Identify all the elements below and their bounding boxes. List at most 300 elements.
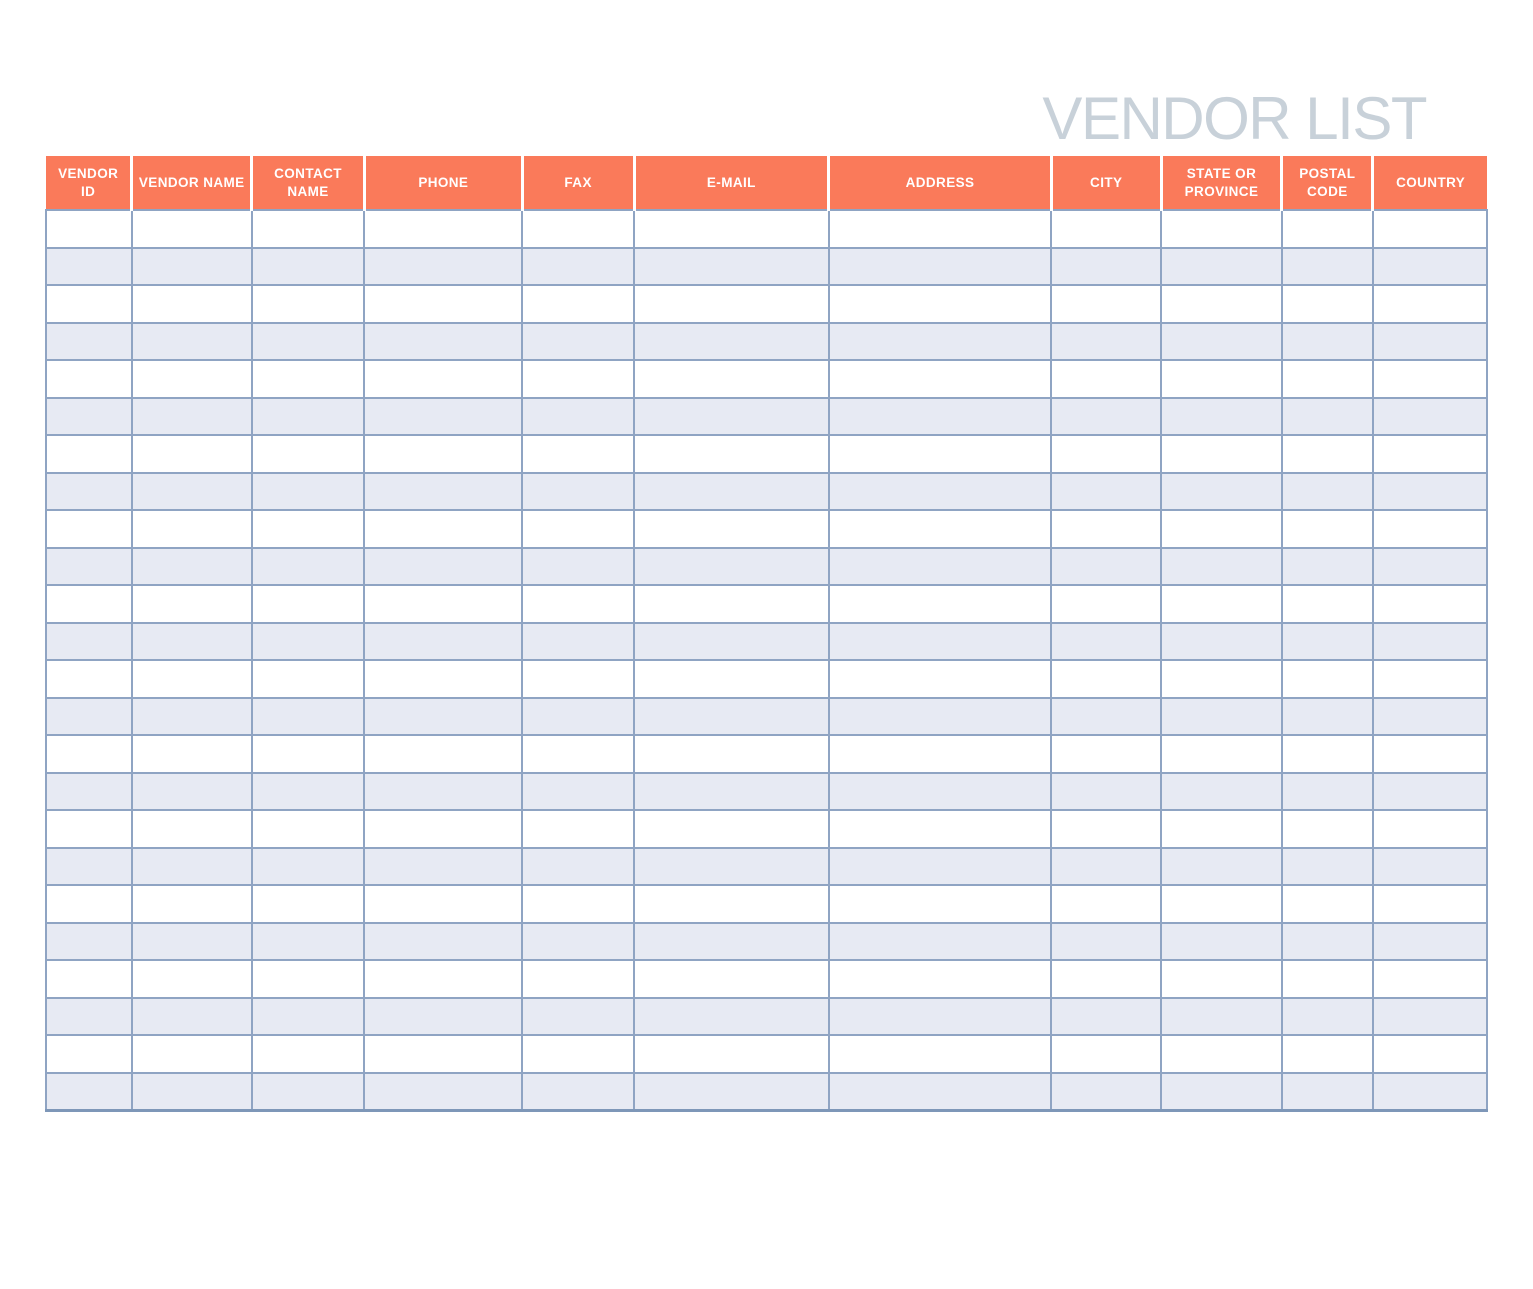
cell-country[interactable] <box>1373 248 1487 286</box>
cell-e-mail[interactable] <box>634 435 829 473</box>
cell-e-mail[interactable] <box>634 1073 829 1111</box>
cell-vendor-id[interactable] <box>46 698 132 736</box>
cell-postal-code[interactable] <box>1282 323 1373 361</box>
cell-vendor-name[interactable] <box>132 1073 252 1111</box>
cell-address[interactable] <box>829 210 1052 248</box>
cell-country[interactable] <box>1373 360 1487 398</box>
cell-phone[interactable] <box>364 735 522 773</box>
cell-phone[interactable] <box>364 510 522 548</box>
cell-city[interactable] <box>1051 923 1161 961</box>
cell-contact-name[interactable] <box>252 1035 365 1073</box>
cell-country[interactable] <box>1373 848 1487 886</box>
cell-vendor-name[interactable] <box>132 210 252 248</box>
column-header-e-mail: E-MAIL <box>634 156 829 210</box>
cell-address[interactable] <box>829 735 1052 773</box>
cell-contact-name[interactable] <box>252 698 365 736</box>
column-header-country: COUNTRY <box>1373 156 1487 210</box>
cell-country[interactable] <box>1373 210 1487 248</box>
cell-fax[interactable] <box>522 810 634 848</box>
cell-city[interactable] <box>1051 323 1161 361</box>
cell-fax[interactable] <box>522 660 634 698</box>
cell-city[interactable] <box>1051 210 1161 248</box>
cell-city[interactable] <box>1051 510 1161 548</box>
cell-state-or-province[interactable] <box>1161 623 1282 661</box>
cell-state-or-province[interactable] <box>1161 660 1282 698</box>
cell-city[interactable] <box>1051 773 1161 811</box>
cell-postal-code[interactable] <box>1282 210 1373 248</box>
page-title: VENDOR LIST <box>1042 85 1426 152</box>
cell-address[interactable] <box>829 998 1052 1036</box>
cell-e-mail[interactable] <box>634 248 829 286</box>
cell-phone[interactable] <box>364 248 522 286</box>
table-body <box>46 210 1487 1110</box>
cell-vendor-name[interactable] <box>132 1035 252 1073</box>
column-header-address: ADDRESS <box>829 156 1052 210</box>
cell-fax[interactable] <box>522 435 634 473</box>
table-row <box>46 660 1487 698</box>
table-row <box>46 885 1487 923</box>
cell-contact-name[interactable] <box>252 210 365 248</box>
cell-state-or-province[interactable] <box>1161 773 1282 811</box>
cell-address[interactable] <box>829 960 1052 998</box>
cell-postal-code[interactable] <box>1282 885 1373 923</box>
cell-vendor-id[interactable] <box>46 923 132 961</box>
cell-city[interactable] <box>1051 398 1161 436</box>
table-row <box>46 623 1487 661</box>
cell-postal-code[interactable] <box>1282 960 1373 998</box>
cell-address[interactable] <box>829 1035 1052 1073</box>
table-row <box>46 435 1487 473</box>
table-row <box>46 360 1487 398</box>
cell-city[interactable] <box>1051 585 1161 623</box>
cell-vendor-id[interactable] <box>46 1035 132 1073</box>
cell-e-mail[interactable] <box>634 323 829 361</box>
cell-vendor-id[interactable] <box>46 623 132 661</box>
cell-city[interactable] <box>1051 660 1161 698</box>
cell-vendor-name[interactable] <box>132 548 252 586</box>
cell-postal-code[interactable] <box>1282 623 1373 661</box>
cell-postal-code[interactable] <box>1282 698 1373 736</box>
cell-country[interactable] <box>1373 398 1487 436</box>
cell-vendor-id[interactable] <box>46 473 132 511</box>
table-header <box>46 156 1487 210</box>
cell-address[interactable] <box>829 848 1052 886</box>
cell-state-or-province[interactable] <box>1161 1035 1282 1073</box>
cell-vendor-name[interactable] <box>132 285 252 323</box>
cell-country[interactable] <box>1373 998 1487 1036</box>
cell-vendor-id[interactable] <box>46 960 132 998</box>
table-row <box>46 998 1487 1036</box>
cell-postal-code[interactable] <box>1282 473 1373 511</box>
cell-vendor-name[interactable] <box>132 848 252 886</box>
cell-address[interactable] <box>829 398 1052 436</box>
cell-fax[interactable] <box>522 960 634 998</box>
cell-state-or-province[interactable] <box>1161 435 1282 473</box>
cell-vendor-id[interactable] <box>46 360 132 398</box>
cell-fax[interactable] <box>522 248 634 286</box>
cell-contact-name[interactable] <box>252 548 365 586</box>
cell-address[interactable] <box>829 510 1052 548</box>
vendor-list-template <box>0 85 1533 1112</box>
cell-e-mail[interactable] <box>634 285 829 323</box>
table-row <box>46 773 1487 811</box>
cell-fax[interactable] <box>522 585 634 623</box>
cell-e-mail[interactable] <box>634 773 829 811</box>
cell-vendor-name[interactable] <box>132 960 252 998</box>
cell-country[interactable] <box>1373 548 1487 586</box>
cell-phone[interactable] <box>364 1035 522 1073</box>
cell-state-or-province[interactable] <box>1161 585 1282 623</box>
table-row <box>46 810 1487 848</box>
cell-country[interactable] <box>1373 885 1487 923</box>
cell-country[interactable] <box>1373 1073 1487 1111</box>
cell-e-mail[interactable] <box>634 998 829 1036</box>
table-row <box>46 960 1487 998</box>
cell-fax[interactable] <box>522 323 634 361</box>
table-row <box>46 923 1487 961</box>
cell-vendor-name[interactable] <box>132 248 252 286</box>
cell-state-or-province[interactable] <box>1161 998 1282 1036</box>
cell-postal-code[interactable] <box>1282 435 1373 473</box>
cell-contact-name[interactable] <box>252 735 365 773</box>
cell-address[interactable] <box>829 323 1052 361</box>
table-row <box>46 248 1487 286</box>
cell-state-or-province[interactable] <box>1161 923 1282 961</box>
cell-address[interactable] <box>829 360 1052 398</box>
cell-fax[interactable] <box>522 735 634 773</box>
cell-state-or-province[interactable] <box>1161 510 1282 548</box>
cell-contact-name[interactable] <box>252 398 365 436</box>
cell-fax[interactable] <box>522 1073 634 1111</box>
cell-state-or-province[interactable] <box>1161 735 1282 773</box>
cell-vendor-id[interactable] <box>46 1073 132 1111</box>
cell-vendor-id[interactable] <box>46 773 132 811</box>
cell-e-mail[interactable] <box>634 660 829 698</box>
cell-vendor-name[interactable] <box>132 473 252 511</box>
cell-fax[interactable] <box>522 548 634 586</box>
cell-vendor-name[interactable] <box>132 398 252 436</box>
cell-contact-name[interactable] <box>252 360 365 398</box>
cell-e-mail[interactable] <box>634 923 829 961</box>
cell-fax[interactable] <box>522 285 634 323</box>
cell-phone[interactable] <box>364 360 522 398</box>
cell-address[interactable] <box>829 548 1052 586</box>
cell-postal-code[interactable] <box>1282 848 1373 886</box>
cell-address[interactable] <box>829 660 1052 698</box>
cell-city[interactable] <box>1051 435 1161 473</box>
cell-country[interactable] <box>1373 810 1487 848</box>
table-row <box>46 548 1487 586</box>
cell-phone[interactable] <box>364 885 522 923</box>
cell-phone[interactable] <box>364 323 522 361</box>
cell-postal-code[interactable] <box>1282 360 1373 398</box>
cell-country[interactable] <box>1373 698 1487 736</box>
cell-e-mail[interactable] <box>634 623 829 661</box>
cell-country[interactable] <box>1373 660 1487 698</box>
column-header-contact-name: CONTACT NAME <box>252 156 365 210</box>
cell-contact-name[interactable] <box>252 435 365 473</box>
cell-country[interactable] <box>1373 923 1487 961</box>
cell-e-mail[interactable] <box>634 510 829 548</box>
cell-e-mail[interactable] <box>634 548 829 586</box>
column-header-city: CITY <box>1051 156 1161 210</box>
cell-vendor-name[interactable] <box>132 923 252 961</box>
cell-contact-name[interactable] <box>252 960 365 998</box>
cell-vendor-name[interactable] <box>132 510 252 548</box>
cell-vendor-id[interactable] <box>46 248 132 286</box>
cell-phone[interactable] <box>364 398 522 436</box>
cell-phone[interactable] <box>364 698 522 736</box>
cell-state-or-province[interactable] <box>1161 548 1282 586</box>
column-header-vendor-name: VENDOR NAME <box>132 156 252 210</box>
cell-vendor-id[interactable] <box>46 548 132 586</box>
cell-vendor-name[interactable] <box>132 810 252 848</box>
cell-address[interactable] <box>829 585 1052 623</box>
cell-vendor-id[interactable] <box>46 735 132 773</box>
cell-contact-name[interactable] <box>252 473 365 511</box>
cell-address[interactable] <box>829 698 1052 736</box>
cell-country[interactable] <box>1373 285 1487 323</box>
cell-vendor-id[interactable] <box>46 398 132 436</box>
cell-phone[interactable] <box>364 210 522 248</box>
cell-postal-code[interactable] <box>1282 1073 1373 1111</box>
cell-city[interactable] <box>1051 848 1161 886</box>
cell-country[interactable] <box>1373 773 1487 811</box>
cell-postal-code[interactable] <box>1282 735 1373 773</box>
cell-country[interactable] <box>1373 960 1487 998</box>
cell-e-mail[interactable] <box>634 810 829 848</box>
cell-city[interactable] <box>1051 1035 1161 1073</box>
cell-e-mail[interactable] <box>634 735 829 773</box>
table-row <box>46 398 1487 436</box>
cell-postal-code[interactable] <box>1282 248 1373 286</box>
cell-state-or-province[interactable] <box>1161 1073 1282 1111</box>
cell-phone[interactable] <box>364 998 522 1036</box>
cell-postal-code[interactable] <box>1282 285 1373 323</box>
cell-postal-code[interactable] <box>1282 585 1373 623</box>
cell-vendor-name[interactable] <box>132 735 252 773</box>
cell-city[interactable] <box>1051 998 1161 1036</box>
cell-phone[interactable] <box>364 473 522 511</box>
cell-e-mail[interactable] <box>634 960 829 998</box>
cell-vendor-name[interactable] <box>132 360 252 398</box>
cell-state-or-province[interactable] <box>1161 810 1282 848</box>
cell-e-mail[interactable] <box>634 210 829 248</box>
cell-city[interactable] <box>1051 810 1161 848</box>
cell-fax[interactable] <box>522 773 634 811</box>
column-header-phone: PHONE <box>364 156 522 210</box>
table-row <box>46 473 1487 511</box>
cell-city[interactable] <box>1051 1073 1161 1111</box>
cell-phone[interactable] <box>364 1073 522 1111</box>
cell-state-or-province[interactable] <box>1161 360 1282 398</box>
cell-postal-code[interactable] <box>1282 660 1373 698</box>
cell-city[interactable] <box>1051 360 1161 398</box>
cell-country[interactable] <box>1373 435 1487 473</box>
column-header-fax: FAX <box>522 156 634 210</box>
cell-vendor-id[interactable] <box>46 285 132 323</box>
cell-phone[interactable] <box>364 585 522 623</box>
cell-e-mail[interactable] <box>634 585 829 623</box>
cell-vendor-id[interactable] <box>46 323 132 361</box>
cell-fax[interactable] <box>522 923 634 961</box>
cell-vendor-name[interactable] <box>132 660 252 698</box>
cell-phone[interactable] <box>364 285 522 323</box>
cell-address[interactable] <box>829 923 1052 961</box>
cell-e-mail[interactable] <box>634 398 829 436</box>
table-row <box>46 1073 1487 1111</box>
cell-state-or-province[interactable] <box>1161 885 1282 923</box>
cell-fax[interactable] <box>522 848 634 886</box>
cell-contact-name[interactable] <box>252 848 365 886</box>
cell-state-or-province[interactable] <box>1161 848 1282 886</box>
cell-city[interactable] <box>1051 735 1161 773</box>
cell-address[interactable] <box>829 810 1052 848</box>
cell-phone[interactable] <box>364 548 522 586</box>
cell-state-or-province[interactable] <box>1161 398 1282 436</box>
cell-e-mail[interactable] <box>634 1035 829 1073</box>
cell-vendor-id[interactable] <box>46 810 132 848</box>
cell-country[interactable] <box>1373 623 1487 661</box>
cell-fax[interactable] <box>522 510 634 548</box>
cell-fax[interactable] <box>522 473 634 511</box>
cell-state-or-province[interactable] <box>1161 285 1282 323</box>
cell-contact-name[interactable] <box>252 810 365 848</box>
cell-country[interactable] <box>1373 473 1487 511</box>
cell-vendor-id[interactable] <box>46 585 132 623</box>
cell-phone[interactable] <box>364 623 522 661</box>
cell-contact-name[interactable] <box>252 773 365 811</box>
cell-postal-code[interactable] <box>1282 548 1373 586</box>
cell-e-mail[interactable] <box>634 698 829 736</box>
cell-city[interactable] <box>1051 248 1161 286</box>
cell-contact-name[interactable] <box>252 923 365 961</box>
cell-address[interactable] <box>829 435 1052 473</box>
cell-city[interactable] <box>1051 473 1161 511</box>
cell-state-or-province[interactable] <box>1161 473 1282 511</box>
cell-contact-name[interactable] <box>252 660 365 698</box>
cell-fax[interactable] <box>522 210 634 248</box>
cell-vendor-name[interactable] <box>132 998 252 1036</box>
cell-address[interactable] <box>829 623 1052 661</box>
cell-vendor-name[interactable] <box>132 435 252 473</box>
cell-fax[interactable] <box>522 1035 634 1073</box>
cell-contact-name[interactable] <box>252 1073 365 1111</box>
cell-vendor-id[interactable] <box>46 660 132 698</box>
cell-contact-name[interactable] <box>252 248 365 286</box>
cell-postal-code[interactable] <box>1282 810 1373 848</box>
vendor-table <box>45 156 1488 1112</box>
cell-vendor-name[interactable] <box>132 323 252 361</box>
cell-fax[interactable] <box>522 698 634 736</box>
cell-address[interactable] <box>829 473 1052 511</box>
cell-city[interactable] <box>1051 285 1161 323</box>
cell-vendor-id[interactable] <box>46 885 132 923</box>
cell-fax[interactable] <box>522 885 634 923</box>
cell-state-or-province[interactable] <box>1161 698 1282 736</box>
cell-fax[interactable] <box>522 998 634 1036</box>
cell-e-mail[interactable] <box>634 360 829 398</box>
cell-vendor-name[interactable] <box>132 773 252 811</box>
cell-contact-name[interactable] <box>252 885 365 923</box>
cell-contact-name[interactable] <box>252 998 365 1036</box>
cell-city[interactable] <box>1051 623 1161 661</box>
cell-phone[interactable] <box>364 960 522 998</box>
cell-phone[interactable] <box>364 810 522 848</box>
cell-country[interactable] <box>1373 510 1487 548</box>
cell-state-or-province[interactable] <box>1161 323 1282 361</box>
cell-city[interactable] <box>1051 960 1161 998</box>
cell-fax[interactable] <box>522 623 634 661</box>
cell-city[interactable] <box>1051 885 1161 923</box>
cell-country[interactable] <box>1373 1035 1487 1073</box>
cell-address[interactable] <box>829 248 1052 286</box>
cell-state-or-province[interactable] <box>1161 248 1282 286</box>
cell-vendor-name[interactable] <box>132 623 252 661</box>
cell-address[interactable] <box>829 885 1052 923</box>
cell-fax[interactable] <box>522 360 634 398</box>
cell-postal-code[interactable] <box>1282 398 1373 436</box>
cell-fax[interactable] <box>522 398 634 436</box>
cell-contact-name[interactable] <box>252 323 365 361</box>
cell-city[interactable] <box>1051 548 1161 586</box>
cell-postal-code[interactable] <box>1282 510 1373 548</box>
cell-country[interactable] <box>1373 585 1487 623</box>
cell-phone[interactable] <box>364 435 522 473</box>
table-row <box>46 323 1487 361</box>
table-row <box>46 210 1487 248</box>
cell-postal-code[interactable] <box>1282 923 1373 961</box>
cell-contact-name[interactable] <box>252 510 365 548</box>
cell-e-mail[interactable] <box>634 473 829 511</box>
cell-vendor-id[interactable] <box>46 435 132 473</box>
cell-phone[interactable] <box>364 773 522 811</box>
cell-phone[interactable] <box>364 660 522 698</box>
cell-e-mail[interactable] <box>634 885 829 923</box>
cell-phone[interactable] <box>364 923 522 961</box>
cell-e-mail[interactable] <box>634 848 829 886</box>
cell-postal-code[interactable] <box>1282 998 1373 1036</box>
cell-city[interactable] <box>1051 698 1161 736</box>
table-row <box>46 848 1487 886</box>
table-row <box>46 698 1487 736</box>
header-row <box>46 156 1487 210</box>
table-row <box>46 1035 1487 1073</box>
cell-contact-name[interactable] <box>252 585 365 623</box>
cell-state-or-province[interactable] <box>1161 210 1282 248</box>
cell-vendor-id[interactable] <box>46 510 132 548</box>
cell-vendor-name[interactable] <box>132 698 252 736</box>
cell-address[interactable] <box>829 285 1052 323</box>
cell-vendor-name[interactable] <box>132 885 252 923</box>
cell-contact-name[interactable] <box>252 623 365 661</box>
cell-vendor-id[interactable] <box>46 210 132 248</box>
cell-address[interactable] <box>829 773 1052 811</box>
cell-postal-code[interactable] <box>1282 773 1373 811</box>
cell-phone[interactable] <box>364 848 522 886</box>
cell-country[interactable] <box>1373 735 1487 773</box>
cell-country[interactable] <box>1373 323 1487 361</box>
cell-contact-name[interactable] <box>252 285 365 323</box>
table-row <box>46 735 1487 773</box>
cell-vendor-id[interactable] <box>46 848 132 886</box>
cell-postal-code[interactable] <box>1282 1035 1373 1073</box>
table-row <box>46 510 1487 548</box>
cell-address[interactable] <box>829 1073 1052 1111</box>
cell-vendor-id[interactable] <box>46 998 132 1036</box>
cell-state-or-province[interactable] <box>1161 960 1282 998</box>
cell-vendor-name[interactable] <box>132 585 252 623</box>
